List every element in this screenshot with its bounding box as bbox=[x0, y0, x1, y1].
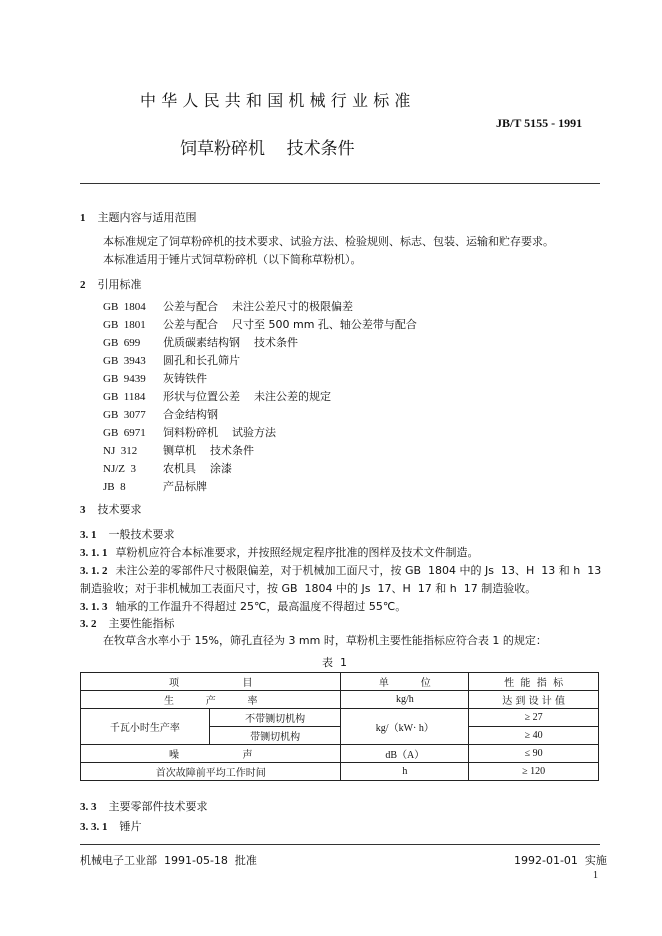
reference-code: NJ/Z 3 bbox=[103, 463, 136, 475]
section-2-heading: 2 引用标准 bbox=[80, 278, 142, 291]
reference-name: 饲料粉碎机 试验方法 bbox=[163, 426, 276, 439]
reference-code: JB 8 bbox=[103, 481, 126, 493]
table-row bbox=[81, 691, 599, 709]
cell-value: ≥ 120 bbox=[469, 763, 599, 781]
reference-code: GB 699 bbox=[103, 337, 141, 349]
header-item: 项 目 bbox=[81, 673, 341, 691]
reference-item bbox=[103, 352, 240, 370]
document-title: 饲草粉碎机 技术条件 bbox=[180, 139, 355, 159]
section-1-paragraph-1: 本标准规定了饲草粉碎机的技术要求、试验方法、检验规则、标志、包装、运输和贮存要求。 bbox=[103, 235, 554, 248]
header-divider bbox=[80, 183, 600, 184]
section-1-heading: 1 主题内容与适用范围 bbox=[80, 211, 197, 224]
effective-date-line: 1992-01-01 实施 bbox=[514, 854, 607, 867]
section-1-paragraph-2: 本标准适用于锤片式饲草粉碎机（以下简称草粉机）。 bbox=[103, 253, 362, 266]
clause-3-1-2: 3. 1. 2 未注公差的零部件尺寸极限偏差，对于机械加工面尺寸，按 GB 1804 中的 Js 13、H 13 和 h 13 bbox=[80, 564, 602, 577]
reference-code: GB 3943 bbox=[103, 355, 146, 367]
cell-item: 千瓦小时生产率 bbox=[81, 709, 210, 745]
clause-3-1-2-continued: 制造验收；对于非机械加工表面尺寸，按 GB 1804 中的 Js 17、H 17 和 h 17 制造验收。 bbox=[80, 582, 537, 595]
reference-name: 公差与配合 未注公差尺寸的极限偏差 bbox=[163, 300, 353, 313]
reference-item bbox=[103, 442, 254, 460]
cell-unit: h bbox=[341, 763, 469, 781]
reference-item bbox=[103, 406, 218, 424]
cell-item: 生 产 率 bbox=[81, 691, 341, 709]
table-header-row bbox=[81, 673, 599, 691]
section-3-heading: 3 技术要求 bbox=[80, 503, 142, 516]
table-row bbox=[81, 745, 599, 763]
reference-name: 灰铸铁件 bbox=[163, 372, 207, 385]
clause-3-1-1: 3. 1. 1 草粉机应符合本标准要求，并按照经规定程序批准的图样及技术文件制造。 bbox=[80, 546, 479, 559]
reference-code: GB 1801 bbox=[103, 319, 146, 331]
cell-value: ≥ 27 bbox=[469, 709, 599, 727]
page-number: 1 bbox=[593, 870, 598, 881]
cell-subitem: 带铡切机构 bbox=[209, 727, 341, 745]
reference-name: 圆孔和长孔筛片 bbox=[163, 354, 240, 367]
reference-name: 优质碳素结构钢 技术条件 bbox=[163, 336, 298, 349]
reference-code: NJ 312 bbox=[103, 445, 138, 457]
performance-table bbox=[80, 672, 599, 781]
reference-code: GB 1184 bbox=[103, 391, 146, 403]
reference-code: GB 1804 bbox=[103, 301, 146, 313]
reference-item bbox=[103, 298, 353, 316]
reference-item bbox=[103, 334, 298, 352]
header-unit: 单 位 bbox=[341, 673, 469, 691]
cell-item: 噪 声 bbox=[81, 745, 341, 763]
cell-unit: kg/h bbox=[341, 691, 469, 709]
standard-code: JB/T 5155 - 1991 bbox=[496, 116, 583, 130]
cell-subitem: 不带铡切机构 bbox=[209, 709, 341, 727]
cell-unit: dB（A） bbox=[341, 745, 469, 763]
reference-item bbox=[103, 370, 207, 388]
reference-name: 形状与位置公差 未注公差的规定 bbox=[163, 390, 331, 403]
reference-item bbox=[103, 460, 232, 478]
reference-item bbox=[103, 478, 207, 496]
cell-item: 首次故障前平均工作时间 bbox=[81, 763, 341, 781]
standard-category: 中华人民共和国机械行业标准 bbox=[140, 91, 416, 110]
reference-code: GB 3077 bbox=[103, 409, 146, 421]
approval-line: 机械电子工业部 1991-05-18 批准 bbox=[80, 854, 257, 867]
section-3-3-heading: 3. 3 主要零部件技术要求 bbox=[80, 800, 208, 813]
table-row bbox=[81, 709, 599, 727]
header-value: 性 能 指 标 bbox=[469, 673, 599, 691]
cell-value: ≥ 40 bbox=[469, 727, 599, 745]
reference-code: GB 9439 bbox=[103, 373, 146, 385]
section-3-3-1-heading: 3. 3. 1 锤片 bbox=[80, 820, 142, 833]
reference-item bbox=[103, 388, 331, 406]
reference-name: 农机具 涂漆 bbox=[163, 462, 232, 475]
reference-code: GB 6971 bbox=[103, 427, 146, 439]
cell-value: ≤ 90 bbox=[469, 745, 599, 763]
table-row bbox=[81, 763, 599, 781]
reference-name: 公差与配合 尺寸至 500 mm 孔、轴公差带与配合 bbox=[163, 318, 417, 331]
cell-unit: kg/（kW· h） bbox=[341, 709, 469, 745]
reference-name: 铡草机 技术条件 bbox=[163, 444, 254, 457]
clause-3-1-3: 3. 1. 3 轴承的工作温升不得超过 25℃，最高温度不得超过 55℃。 bbox=[80, 600, 407, 613]
reference-item bbox=[103, 316, 417, 334]
footer-divider bbox=[80, 844, 600, 845]
reference-name: 产品标牌 bbox=[163, 480, 207, 493]
section-3-2-heading: 3. 2 主要性能指标 bbox=[80, 617, 175, 630]
section-3-2-paragraph: 在牧草含水率小于 15%，筛孔直径为 3 mm 时，草粉机主要性能指标应符合表 1 的规定： bbox=[103, 634, 547, 647]
table-caption: 表 1 bbox=[322, 656, 347, 669]
reference-item bbox=[103, 424, 276, 442]
reference-name: 合金结构钢 bbox=[163, 408, 218, 421]
cell-value: 达 到 设 计 值 bbox=[469, 691, 599, 709]
section-3-1-heading: 3. 1 一般技术要求 bbox=[80, 528, 175, 541]
